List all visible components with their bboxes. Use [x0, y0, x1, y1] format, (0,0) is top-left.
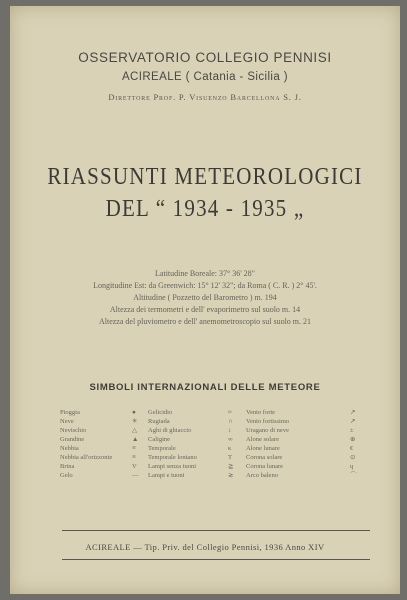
meteor-symbol-icon: ↕: [228, 427, 232, 434]
meteor-symbol-icon: ɥ: [350, 463, 354, 470]
meteor-name: Temporale lontano: [148, 454, 197, 461]
altitude-line: Altitudine ( Pozzetto del Barometro ) m. 194: [133, 293, 277, 302]
footer-rule-top: [62, 530, 370, 531]
meteor-name: Temporale: [148, 445, 176, 452]
symbol-row: [60, 435, 380, 444]
meteor-name: Corona lunare: [246, 463, 284, 470]
meteor-symbol-icon: ↗: [350, 409, 356, 416]
institution-location: ACIREALE ( Catania - Sicilia ): [121, 71, 289, 83]
meteor-name: Gelicidio: [148, 409, 173, 416]
meteor-symbol-icon: V: [132, 463, 137, 470]
institution-name: OSSERVATORIO COLLEGIO PENNISI: [78, 50, 332, 65]
meteor-name: Aghi di ghiaccio: [148, 427, 192, 434]
symbol-row: [60, 426, 380, 435]
meteor-symbol-icon: ≈: [228, 409, 232, 416]
document-title-line-1: RIASSUNTI METEOROLOGICI: [47, 162, 363, 190]
station-coordinates: [10, 268, 400, 328]
symbol-row: [60, 462, 380, 471]
meteor-symbol-icon: ≳: [228, 472, 234, 479]
thermometer-height-line: Altezza dei termometri e dell' evaporimetro sul suolo m. 14: [109, 305, 301, 314]
meteor-name: Pioggia: [60, 409, 80, 416]
pluviometer-height-line: Altezza del pluviometro e dell' anemometroscopio sul suolo m. 21: [98, 317, 312, 326]
meteor-symbol-icon: ∞: [228, 436, 233, 443]
meteor-name: Alone lunare: [246, 445, 280, 452]
meteor-symbol-icon: κ: [228, 445, 232, 452]
meteor-symbol-icon: ≡: [132, 445, 136, 452]
meteor-symbol-icon: ●: [132, 409, 136, 416]
meteor-name: Nevischio: [60, 427, 87, 434]
meteor-symbol-icon: ∩: [228, 418, 233, 425]
document-title-line-2: DEL “ 1934 - 1935 „: [105, 194, 305, 222]
meteor-name: Vento fortissimo: [246, 418, 290, 425]
meteor-name: Grandine: [60, 436, 85, 443]
symbol-row: [60, 417, 380, 426]
meteor-name: Rugiada: [148, 418, 170, 425]
meteor-symbol-icon: T: [228, 454, 232, 461]
symbols-table: [60, 408, 380, 480]
meteor-name: Nebbia: [60, 445, 79, 452]
symbol-row: [60, 444, 380, 453]
meteor-symbol-icon: ≧: [228, 463, 234, 470]
symbol-row: [60, 408, 380, 417]
meteor-name: Brina: [60, 463, 75, 470]
symbols-heading: SIMBOLI INTERNAZIONALI DELLE METEORE: [89, 382, 321, 393]
meteor-symbol-icon: ⊕: [350, 436, 356, 443]
meteor-name: Gelo: [60, 472, 73, 479]
meteor-name: Caligine: [148, 436, 171, 443]
printer-footer: ACIREALE — Tip. Priv. del Collegio Pennisi, 1936 Anno XIV: [85, 542, 325, 552]
meteor-name: Vento forte: [246, 409, 276, 416]
symbol-row: [60, 471, 380, 480]
meteor-name: Lampi senza tuoni: [148, 463, 197, 470]
symbol-row: [60, 453, 380, 462]
director-line: Direttore Prof. P. Visuenzo Barcellona S. J.: [108, 92, 302, 102]
meteor-symbol-icon: ✳: [132, 418, 138, 425]
meteor-symbol-icon: ▲: [132, 436, 139, 443]
latitude-line: Latitudine Boreale: 37° 36' 28": [155, 269, 255, 278]
meteor-name: Alone solare: [246, 436, 280, 443]
document-page: [10, 6, 400, 594]
meteor-symbol-icon: €: [350, 445, 354, 452]
longitude-line: Longitudine Est: da Greenwich: 15° 12' 32"; da Roma ( C. R. ) 2° 45'.: [93, 281, 317, 290]
footer-rule-bottom: [62, 559, 370, 560]
meteor-symbol-icon: ≡: [132, 454, 136, 461]
meteor-name: Arco baleno: [246, 472, 278, 479]
meteor-symbol-icon: △: [132, 427, 137, 434]
meteor-name: Uragano di neve: [246, 427, 289, 434]
meteor-symbol-icon: ⌒: [350, 472, 357, 479]
meteor-name: Nebbia all'orizzonte: [60, 454, 113, 461]
meteor-name: Corona solare: [246, 454, 283, 461]
meteor-symbol-icon: —: [132, 472, 139, 479]
meteor-symbol-icon: ⊙: [350, 454, 356, 461]
meteor-symbol-icon: ±: [350, 427, 354, 434]
meteor-symbol-icon: ↗: [350, 418, 356, 425]
meteor-name: Neve: [60, 418, 74, 425]
meteor-name: Lampi e tuoni: [148, 472, 185, 479]
